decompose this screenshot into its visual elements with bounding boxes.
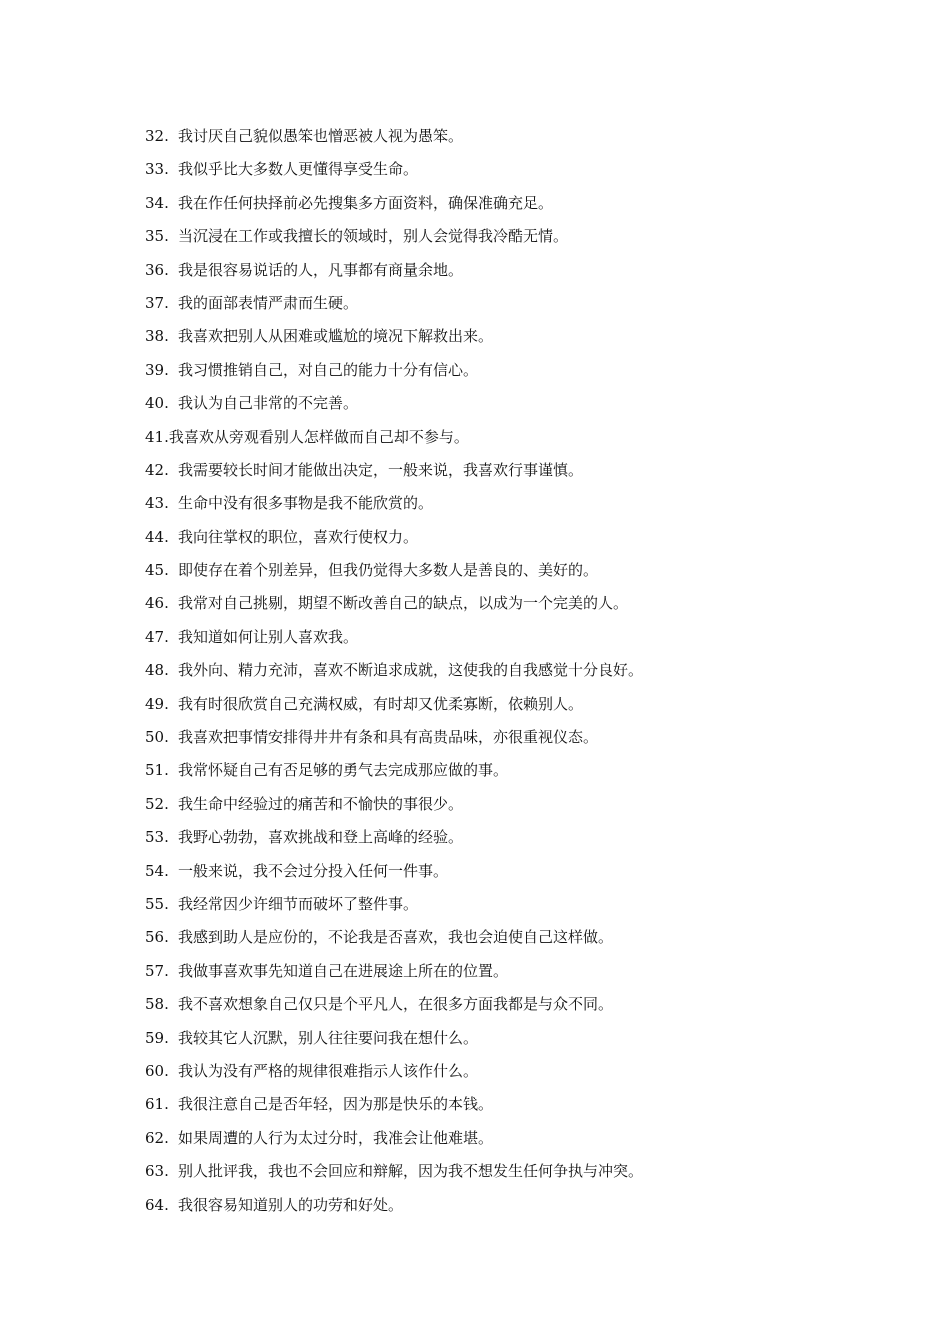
question-number: 40. <box>145 394 169 413</box>
question-text: 我习惯推销自己，对自己的能力十分有信心。 <box>178 360 479 379</box>
question-text: 我野心勃勃，喜欢挑战和登上高峰的经验。 <box>178 828 464 847</box>
question-number: 46. <box>145 594 169 613</box>
question-text: 我在作任何抉择前必先搜集多方面资料，确保准确充足。 <box>178 193 554 212</box>
question-number: 62. <box>145 1128 169 1147</box>
question-number: 58. <box>145 995 169 1014</box>
question-item <box>145 993 905 1026</box>
question-text: 别人批评我，我也不会回应和辩解，因为我不想发生任何争执与冲突。 <box>178 1162 644 1181</box>
question-text: 我有时很欣赏自己充满权威，有时却又优柔寡断，依赖别人。 <box>178 694 584 713</box>
question-number: 32. <box>145 127 169 145</box>
question-number: 33. <box>145 160 169 179</box>
question-item <box>145 659 905 692</box>
question-text: 我喜欢从旁观看别人怎样做而自己却不参与。 <box>168 427 469 446</box>
question-item <box>145 426 905 459</box>
question-number: 48. <box>145 661 169 680</box>
question-text: 我常怀疑自己有否足够的勇气去完成那应做的事。 <box>178 761 509 780</box>
question-text: 我喜欢把别人从困难或尴尬的境况下解救出来。 <box>178 327 494 346</box>
question-item <box>145 793 905 826</box>
question-number: 38. <box>145 327 169 346</box>
question-text: 当沉浸在工作或我擅长的领域时，别人会觉得我冷酷无情。 <box>178 227 569 246</box>
question-number: 45. <box>145 561 169 580</box>
question-number: 41. <box>145 427 169 446</box>
question-number: 57. <box>145 961 169 980</box>
question-text: 我做事喜欢事先知道自己在进展途上所在的位置。 <box>178 961 509 980</box>
question-item <box>145 893 905 926</box>
question-text: 我经常因少许细节而破坏了整件事。 <box>178 894 419 913</box>
question-item <box>145 259 905 292</box>
question-number: 60. <box>145 1061 169 1080</box>
question-text: 我很注意自己是否年轻，因为那是快乐的本钱。 <box>178 1095 494 1114</box>
question-number: 47. <box>145 627 169 646</box>
question-number: 61. <box>145 1095 169 1114</box>
question-item <box>145 626 905 659</box>
question-text: 我认为没有严格的规律很难指示人该作什么。 <box>178 1061 479 1080</box>
question-text: 我向往掌权的职位，喜欢行使权力。 <box>178 527 419 546</box>
question-item <box>145 726 905 759</box>
question-item <box>145 860 905 893</box>
question-number: 63. <box>145 1162 169 1181</box>
question-item <box>145 158 905 191</box>
question-item <box>145 1027 905 1060</box>
question-text: 我喜欢把事情安排得井井有条和具有高贵品味，亦很重视仪态。 <box>178 728 599 747</box>
question-item <box>145 325 905 358</box>
question-text: 我感到助人是应份的，不论我是否喜欢，我也会迫使自己这样做。 <box>178 928 614 947</box>
question-item <box>145 1194 905 1227</box>
question-text: 我很容易知道别人的功劳和好处。 <box>178 1195 404 1214</box>
question-text: 我认为自己非常的不完善。 <box>178 394 359 413</box>
question-item <box>145 526 905 559</box>
question-item <box>145 492 905 525</box>
question-number: 50. <box>145 728 169 747</box>
question-item <box>145 693 905 726</box>
question-item <box>145 926 905 959</box>
question-number: 53. <box>145 828 169 847</box>
question-item <box>145 1160 905 1193</box>
question-text: 我不喜欢想象自己仅只是个平凡人，在很多方面我都是与众不同。 <box>178 995 614 1014</box>
question-number: 54. <box>145 861 169 880</box>
question-number: 37. <box>145 293 169 312</box>
question-item <box>145 759 905 792</box>
question-text: 即使存在着个别差异，但我仍觉得大多数人是善良的、美好的。 <box>178 561 599 580</box>
question-item <box>145 826 905 859</box>
question-item <box>145 559 905 592</box>
question-text: 如果周遭的人行为太过分时，我准会让他难堪。 <box>178 1128 494 1147</box>
question-number: 56. <box>145 928 169 947</box>
question-item <box>145 125 905 158</box>
question-item <box>145 392 905 425</box>
question-number: 42. <box>145 460 169 479</box>
question-text: 我生命中经验过的痛苦和不愉快的事很少。 <box>178 794 464 813</box>
question-number: 35. <box>145 227 169 246</box>
question-item <box>145 459 905 492</box>
question-number: 52. <box>145 794 169 813</box>
question-text: 我常对自己挑剔，期望不断改善自己的缺点，以成为一个完美的人。 <box>178 594 629 613</box>
question-number: 59. <box>145 1028 169 1047</box>
question-item <box>145 1093 905 1126</box>
question-item <box>145 1127 905 1160</box>
question-text: 我讨厌自己貌似愚笨也憎恶被人视为愚笨。 <box>178 127 464 145</box>
question-item <box>145 960 905 993</box>
question-item <box>145 359 905 392</box>
question-text: 我较其它人沉默，别人往往要问我在想什么。 <box>178 1028 479 1047</box>
question-text: 我知道如何让别人喜欢我。 <box>178 627 359 646</box>
question-item <box>145 192 905 225</box>
question-number: 49. <box>145 694 169 713</box>
question-text: 我是很容易说话的人，凡事都有商量余地。 <box>178 260 464 279</box>
question-text: 一般来说，我不会过分投入任何一件事。 <box>178 861 449 880</box>
question-list <box>145 125 905 1227</box>
question-number: 43. <box>145 494 169 513</box>
question-text: 我的面部表情严肃而生硬。 <box>178 293 359 312</box>
question-item <box>145 1060 905 1093</box>
question-item <box>145 292 905 325</box>
question-number: 64. <box>145 1195 169 1214</box>
question-item <box>145 592 905 625</box>
question-text: 我需要较长时间才能做出决定，一般来说，我喜欢行事谨慎。 <box>178 460 584 479</box>
question-text: 我似乎比大多数人更懂得享受生命。 <box>178 160 419 179</box>
question-number: 36. <box>145 260 169 279</box>
question-text: 我外向、精力充沛，喜欢不断追求成就，这使我的自我感觉十分良好。 <box>178 661 644 680</box>
question-number: 55. <box>145 894 169 913</box>
question-number: 44. <box>145 527 169 546</box>
question-text: 生命中没有很多事物是我不能欣赏的。 <box>178 494 434 513</box>
question-number: 39. <box>145 360 169 379</box>
question-number: 51. <box>145 761 169 780</box>
question-item <box>145 225 905 258</box>
question-number: 34. <box>145 193 169 212</box>
